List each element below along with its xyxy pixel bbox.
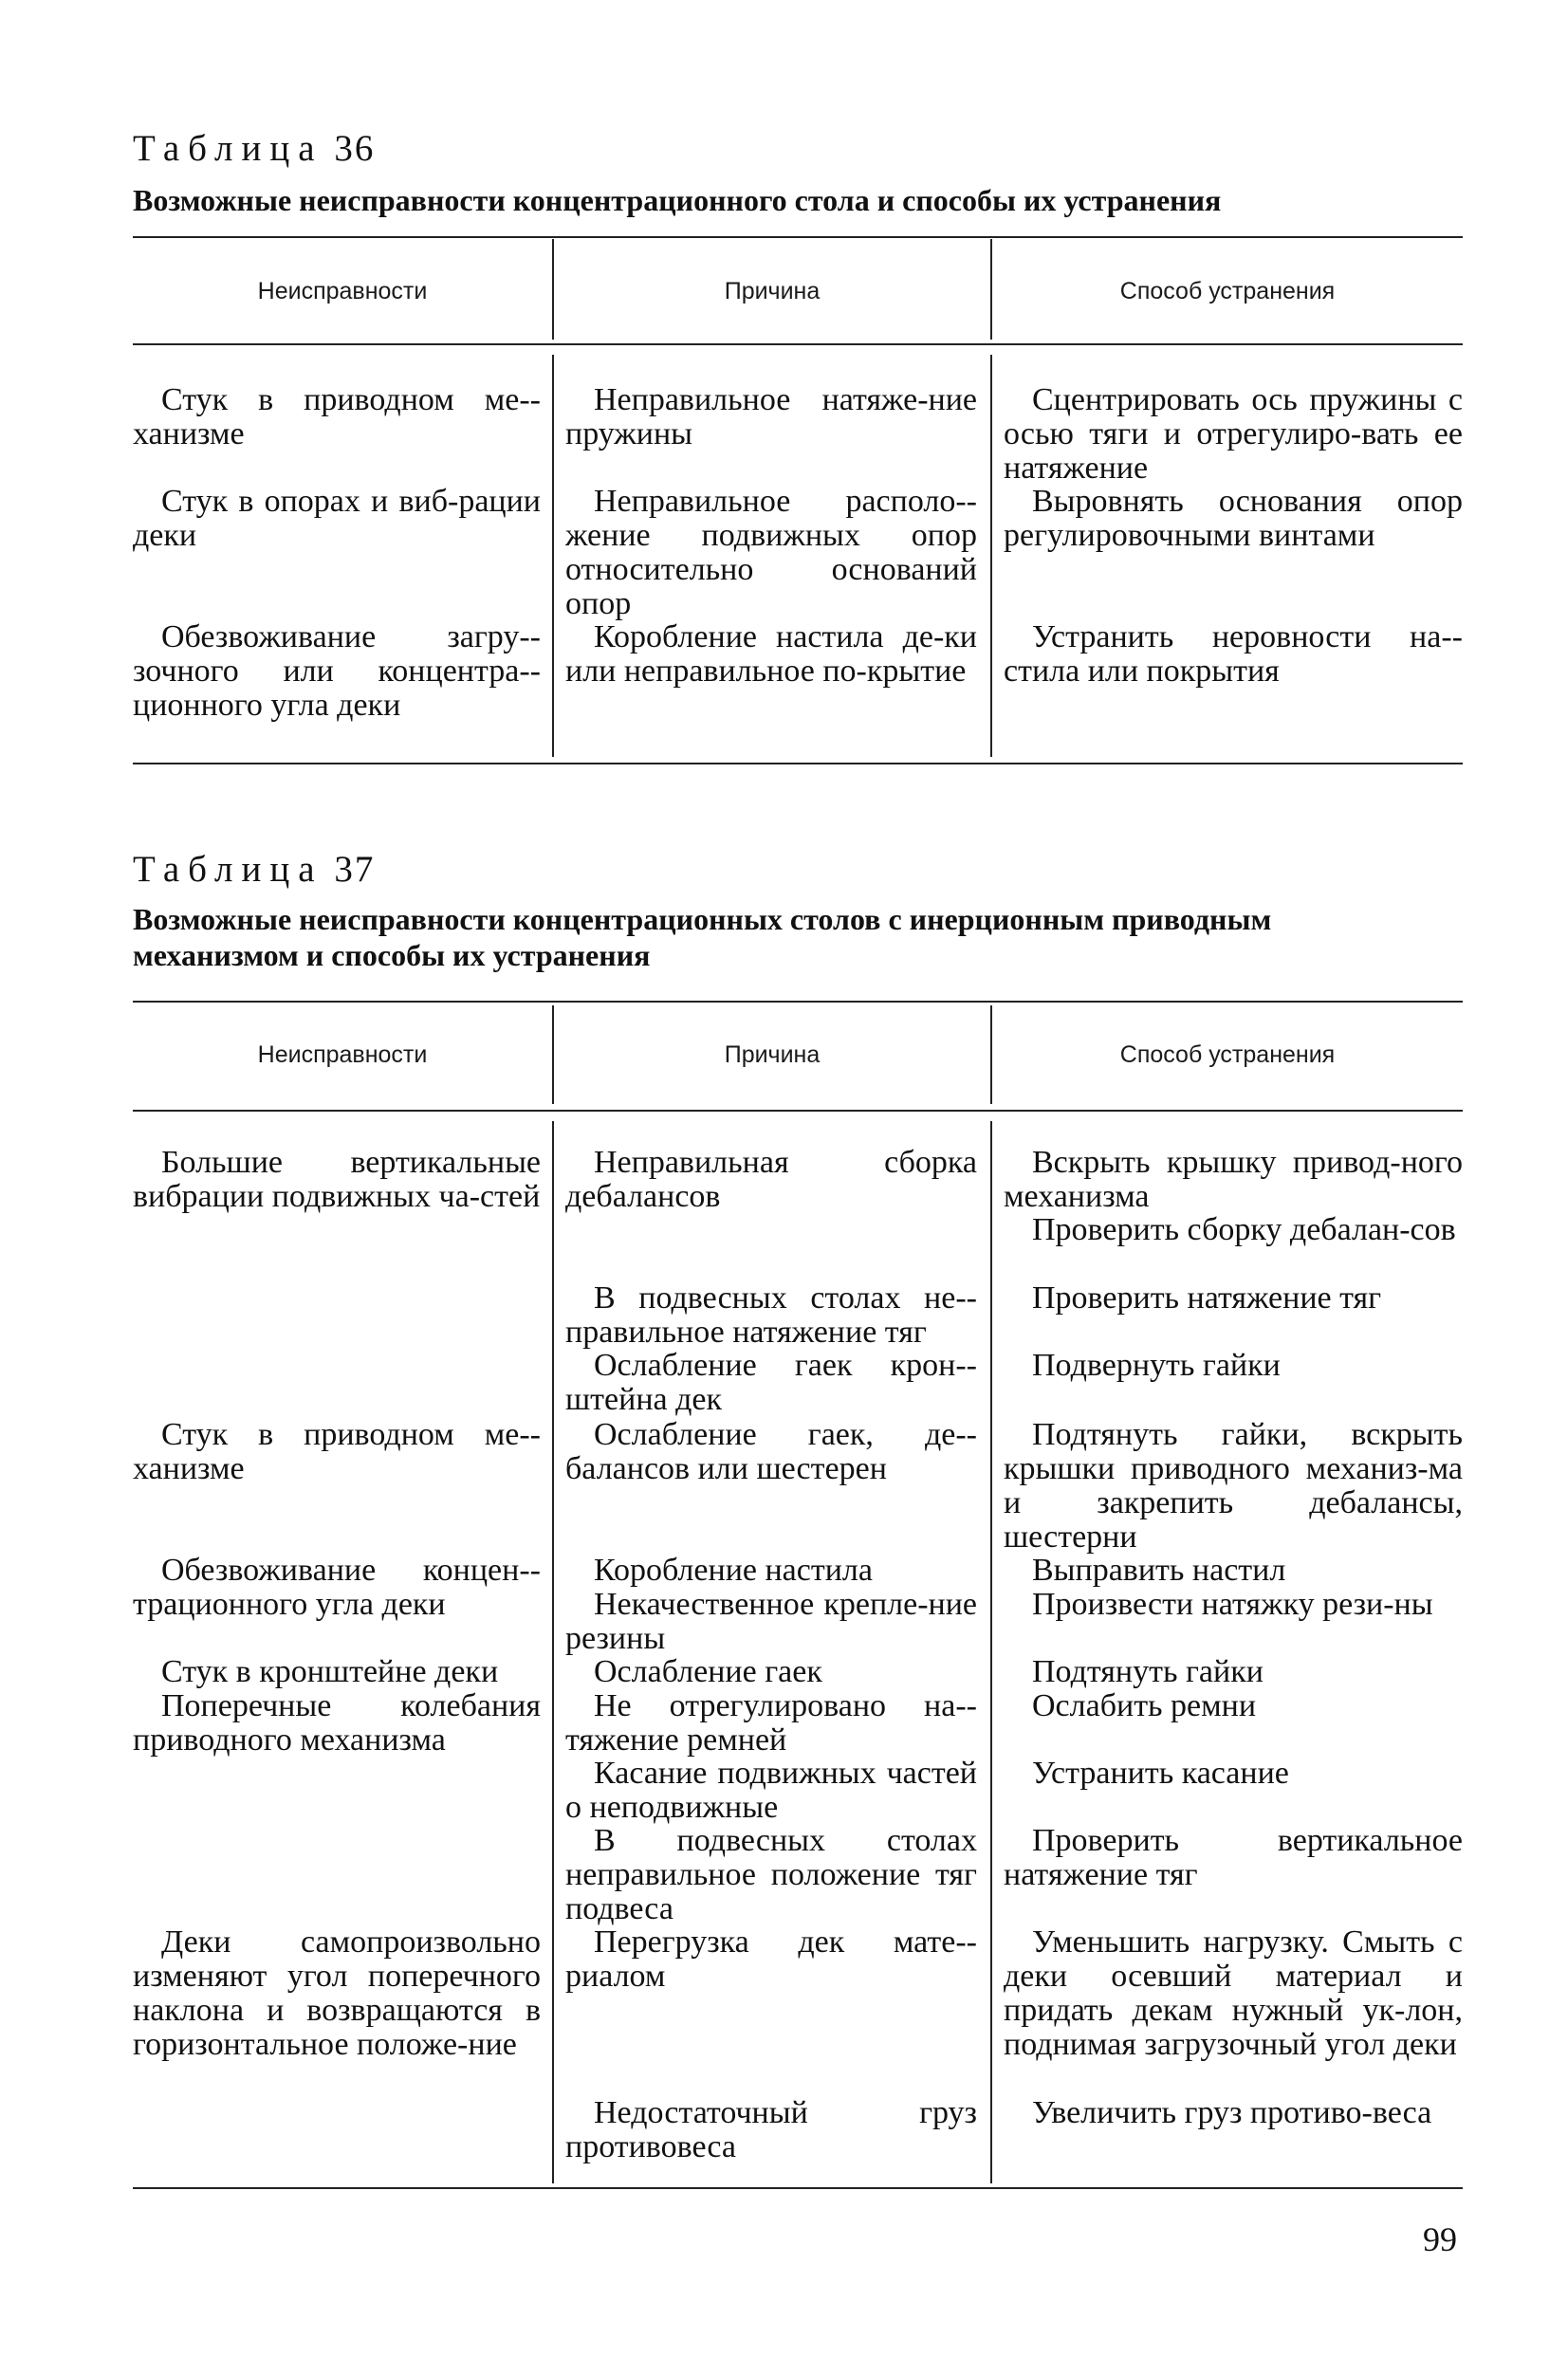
table-37-fault-cell: Стук в кронштейне деки bbox=[161, 1654, 499, 1689]
table-36-fault-cell: Стук в приводном ме-ханизме bbox=[133, 382, 541, 451]
table-37-number: 37 bbox=[334, 849, 376, 890]
table-37-remedy-cell: Ослабить ремни bbox=[1032, 1688, 1257, 1723]
table-37-fault-cell: Стук в приводном ме-ханизме bbox=[133, 1417, 541, 1486]
table-37-label bbox=[133, 848, 375, 891]
table-37-remedy-cell: Проверить вертикальное натяжение тяг bbox=[1004, 1823, 1463, 1892]
table-36-cause-cell: Неправильное располо-жение подвижных опор относительно оснований опор bbox=[565, 484, 977, 621]
table-37-header-remedy: Способ устранения bbox=[1119, 1041, 1336, 1068]
table-37-top-rule bbox=[133, 1001, 1463, 1003]
table-36-header-rule bbox=[133, 343, 1463, 345]
table-37-bottom-rule bbox=[133, 2187, 1463, 2189]
table-37-cause-cell: Перегрузка дек мате-риалом bbox=[565, 1924, 977, 1994]
table-37-remedy-cell: Произвести натяжку рези-ны bbox=[1032, 1587, 1433, 1622]
table-37-header-faults: Неисправности bbox=[257, 1041, 428, 1068]
table-37-cause-cell: Ослабление гаек, де-балансов или шестерен bbox=[565, 1417, 977, 1486]
table-37-header-rule bbox=[133, 1110, 1463, 1112]
table-36-bottom-rule bbox=[133, 763, 1463, 764]
table-37-body-divider bbox=[552, 1121, 554, 2183]
table-36-header-remedy: Способ устранения bbox=[1119, 278, 1336, 304]
table-36-top-rule bbox=[133, 236, 1463, 238]
table-37-label-word: Таблица bbox=[133, 849, 323, 890]
table-37-header-cause: Причина bbox=[724, 1041, 821, 1068]
table-36-body-divider bbox=[990, 355, 992, 757]
table-37-cause-cell: Некачественное крепле-ние резины bbox=[565, 1587, 977, 1656]
table-36-remedy-cell: Сцентрировать ось пружины с осью тяги и отрегулиро-вать ее натяжение bbox=[1004, 382, 1463, 486]
table-37-remedy-cell: Подтянуть гайки, вскрыть крышки приводного механиз-ма и закрепить дебалансы, шестерни bbox=[1004, 1417, 1463, 1555]
table-36-header-faults: Неисправности bbox=[257, 278, 428, 304]
table-37-title-line-2: механизмом и способы их устранения bbox=[133, 938, 651, 972]
table-37-remedy-cell: Проверить натяжение тяг bbox=[1032, 1280, 1382, 1316]
table-37-cause-cell: В подвесных столах неправильное положение тяг подвеса bbox=[565, 1823, 977, 1926]
table-37-remedy-cell: Увеличить груз противо-веса bbox=[1032, 2095, 1432, 2130]
table-37-body-divider bbox=[990, 1121, 992, 2183]
table-36-fault-cell: Обезвоживание загру-зочного или концентра-ционного угла деки bbox=[133, 619, 541, 723]
table-36-cause-cell: Неправильное натяже-ние пружины bbox=[565, 382, 977, 451]
table-37-remedy-cell: Подвернуть гайки bbox=[1032, 1348, 1281, 1383]
table-36-remedy-cell: Выровнять основания опор регулировочными винтами bbox=[1004, 484, 1463, 553]
table-37-fault-cell: Деки самопроизвольно изменяют угол поперечного наклона и возвращаются в горизонтальное положе-ние bbox=[133, 1924, 541, 2062]
table-36-fault-cell: Стук в опорах и виб-рации деки bbox=[133, 484, 541, 553]
table-36-label bbox=[133, 127, 375, 170]
table-36-title: Возможные неисправности концентрационного стола и способы их устранения bbox=[133, 183, 1222, 217]
table-37-fault-cell: Обезвоживание концен-трационного угла деки bbox=[133, 1553, 541, 1622]
table-37-cause-cell: Ослабление гаек bbox=[594, 1654, 822, 1689]
table-37-remedy-cell: Подтянуть гайки bbox=[1032, 1654, 1264, 1689]
table-37-cause-cell: Ослабление гаек крон-штейна дек bbox=[565, 1348, 977, 1417]
table-37-remedy-cell: Проверить сборку дебалан-сов bbox=[1032, 1212, 1456, 1247]
table-37-remedy-cell: Вскрыть крышку привод-ного механизма bbox=[1004, 1145, 1463, 1214]
table-36-cause-cell: Коробление настила де-ки или неправильное по-крытие bbox=[565, 619, 977, 689]
table-37-fault-cell: Поперечные колебания приводного механизма bbox=[133, 1688, 541, 1758]
table-37-cause-cell: Коробление настила bbox=[594, 1553, 873, 1588]
table-37-remedy-cell: Уменьшить нагрузку. Смыть с деки осевший материал и придать декам нужный ук-лон, поднимая загрузочный угол деки bbox=[1004, 1924, 1463, 2062]
table-37-cause-cell: В подвесных столах не-правильное натяжение тяг bbox=[565, 1280, 977, 1350]
table-37-title-line-1: Возможные неисправности концентрационных столов с инерционным приводным bbox=[133, 902, 1272, 936]
table-36-body-divider bbox=[552, 355, 554, 757]
page-number: 99 bbox=[1423, 2220, 1457, 2258]
table-37-remedy-cell: Устранить касание bbox=[1032, 1756, 1289, 1791]
table-36-number: 36 bbox=[334, 128, 376, 169]
table-36-remedy-cell: Устранить неровности на-стила или покрытия bbox=[1004, 619, 1463, 689]
table-37-remedy-cell: Выправить настил bbox=[1032, 1553, 1286, 1588]
table-36-label-word: Таблица bbox=[133, 128, 323, 169]
table-37-cause-cell: Касание подвижных частей о неподвижные bbox=[565, 1756, 977, 1825]
table-37-fault-cell: Большие вертикальные вибрации подвижных ча-стей bbox=[133, 1145, 541, 1214]
table-36-header-cause: Причина bbox=[724, 278, 821, 304]
table-37-cause-cell: Недостаточный груз противовеса bbox=[565, 2095, 977, 2164]
table-37-cause-cell: Неправильная сборка дебалансов bbox=[565, 1145, 977, 1214]
table-37-cause-cell: Не отрегулировано на-тяжение ремней bbox=[565, 1688, 977, 1758]
